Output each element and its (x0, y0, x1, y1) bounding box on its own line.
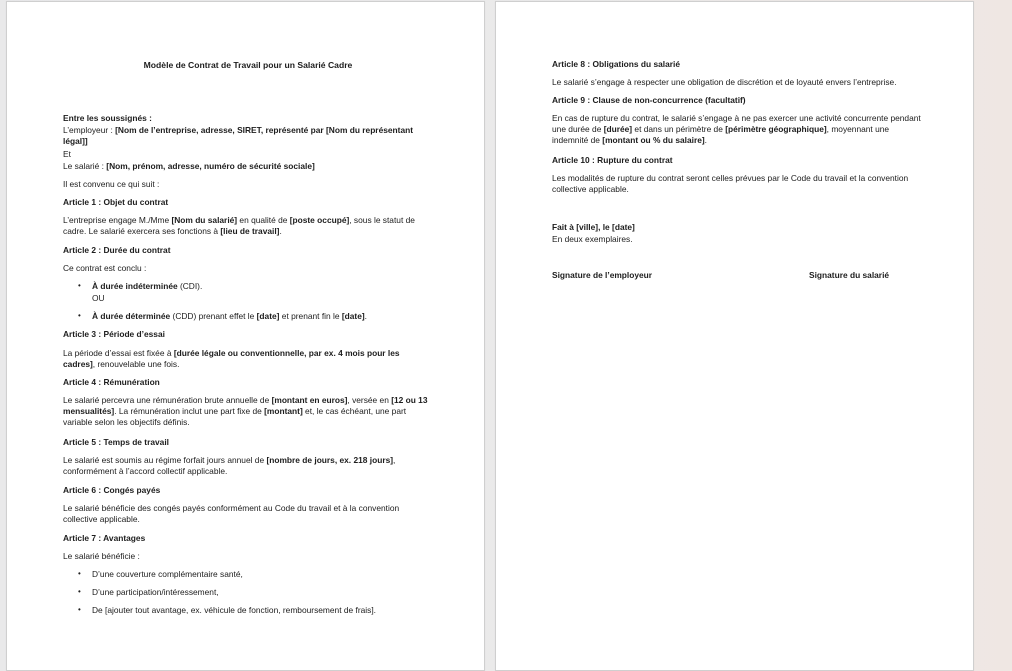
list-item: De [ajouter tout avantage, ex. véhicule de fonction, remboursement de frais]. (92, 605, 376, 615)
bullet-icon: • (78, 605, 81, 614)
article-3-heading: Article 3 : Période d’essai (63, 329, 165, 339)
bullet-icon: • (78, 311, 81, 320)
list-item: D’une participation/intéressement, (92, 587, 219, 597)
employee-label: Le salarié : (63, 161, 107, 171)
employee-line (63, 161, 315, 172)
article-2-intro: Ce contrat est conclu : (63, 263, 147, 273)
document-page-2 (495, 1, 974, 671)
signature-employer: Signature de l’employeur (552, 270, 653, 280)
article-6-text: Le salarié bénéficie des congés payés conformément au Code du travail et à la convention collective applicable. (63, 503, 400, 525)
article-2-option-cdd: À durée déterminée (CDD) prenant effet le [date] et prenant fin le [date]. (92, 311, 367, 321)
employee-placeholder: [Nom, prénom, adresse, numéro de sécurité sociale] (106, 161, 315, 171)
article-3-text: La période d’essai est fixée à [durée légale ou conventionnelle, par ex. 4 mois pour les cadres], renouvelable une fois. (63, 348, 400, 370)
article-10-heading: Article 10 : Rupture du contrat (552, 155, 673, 165)
agreed-line: Il est convenu ce qui suit : (63, 179, 160, 189)
article-9-heading: Article 9 : Clause de non-concurrence (facultatif) (552, 95, 746, 105)
article-8-text: Le salarié s’engage à respecter une obligation de discrétion et de loyauté envers l’entreprise. (552, 77, 897, 87)
article-10-text: Les modalités de rupture du contrat seront celles prévues par le Code du travail et la convention collective applicable. (552, 173, 909, 195)
article-2-or: OU (92, 293, 105, 303)
bullet-icon: • (78, 587, 81, 596)
list-item: D’une couverture complémentaire santé, (92, 569, 243, 579)
article-2-option-cdi: À durée indéterminée (CDI). (92, 281, 203, 291)
article-7-heading: Article 7 : Avantages (63, 533, 146, 543)
article-4-heading: Article 4 : Rémunération (63, 377, 160, 387)
article-1-text: L’entreprise engage M./Mme [Nom du salarié] en qualité de [poste occupé], sous le statut de cadre. Le salarié exercera ses fonctions à [lieu de travail]. (63, 215, 415, 237)
article-9-text: En cas de rupture du contrat, le salarié s’engage à ne pas exercer une activité concurrente pendant une durée de [durée] et dans un périmètre de [périmètre géographique], moyennant une indemnité de [montant ou % du salaire]. (552, 113, 921, 146)
article-4-text: Le salarié percevra une rémunération brute annuelle de [montant en euros], versée en [12 ou 13 mensualités]. La rémunération inclut une part fixe de [montant] et, le cas échéant, une part variable selon les objectifs définis. (63, 395, 428, 428)
signature-employee: Signature du salarié (809, 270, 890, 280)
article-2-heading: Article 2 : Durée du contrat (63, 245, 171, 255)
article-6-heading: Article 6 : Congés payés (63, 485, 161, 495)
employer-placeholder: [Nom de l’entreprise, adresse, SIRET, représenté par [Nom du représentant légal]] (63, 125, 414, 147)
place-date-line: Fait à [ville], le [date] (552, 222, 635, 232)
document-page-1 (6, 1, 485, 671)
employer-line (63, 125, 433, 147)
contract-title: Modèle de Contrat de Travail pour un Salarié Cadre (143, 60, 353, 70)
article-5-text: Le salarié est soumis au régime forfait jours annuel de [nombre de jours, ex. 218 jours], conformément à l’accord collectif applicable. (63, 455, 396, 477)
copies-line: En deux exemplaires. (552, 234, 633, 244)
and-line: Et (63, 149, 71, 159)
article-5-heading: Article 5 : Temps de travail (63, 437, 169, 447)
article-7-intro: Le salarié bénéficie : (63, 551, 140, 561)
article-1-heading: Article 1 : Objet du contrat (63, 197, 169, 207)
employer-label: L’employeur : (63, 125, 116, 135)
article-8-heading: Article 8 : Obligations du salarié (552, 59, 680, 69)
bullet-icon: • (78, 281, 81, 290)
bullet-icon: • (78, 569, 81, 578)
parties-heading: Entre les soussignés : (63, 113, 152, 123)
